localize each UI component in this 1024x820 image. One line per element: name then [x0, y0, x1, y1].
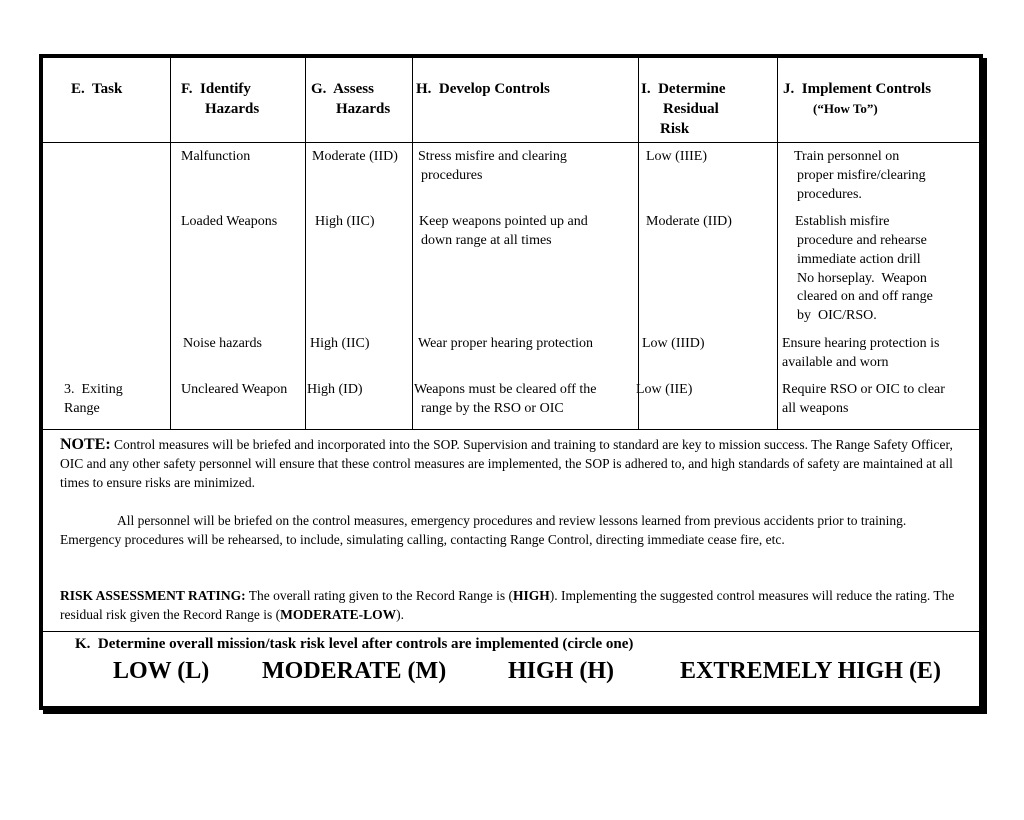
cell-task: 3. Exiting	[64, 382, 123, 397]
cell-implement: No horseplay. Weapon	[797, 271, 927, 286]
risk-level-moderate[interactable]: MODERATE (M)	[262, 658, 447, 684]
cell-controls: Stress misfire and clearing	[418, 149, 567, 164]
section-k-text: K. Determine overall mission/task risk level after controls are implemented	[75, 636, 559, 652]
cell-implement: cleared on and off range	[797, 289, 933, 304]
column-divider	[305, 58, 306, 429]
cell-implement: procedures.	[797, 187, 862, 202]
cell-implement: Require RSO or OIC to clear	[782, 382, 945, 397]
cell-controls: Wear proper hearing protection	[418, 336, 593, 351]
cell-residual: Low (IIE)	[636, 382, 693, 397]
column-divider	[777, 58, 778, 429]
risk-assessment-rating	[60, 586, 965, 624]
section-k-circle: circle one	[567, 636, 629, 652]
risk-level-low[interactable]: LOW (L)	[113, 658, 210, 684]
cell-hazard: Loaded Weapons	[181, 214, 278, 229]
header-divider	[43, 142, 979, 143]
note-bottom-divider	[43, 631, 979, 632]
cell-implement: Train personnel on	[794, 149, 900, 164]
header-residual: I. Determine	[641, 81, 726, 97]
column-divider	[638, 58, 639, 429]
rating-text: ).	[396, 607, 404, 622]
rating-text: ). Implementing the suggested control measures will reduce the rating. The residual risk given the Record Range is (	[60, 588, 955, 622]
note-text-2: All personnel will be briefed on the control measures, emergency procedures and review lessons learned from previous accidents prior to training. Emergency procedures will be rehearsed, to include, simulating calling, contacting Range Control, directing immediate cease fire, etc.	[60, 513, 907, 547]
cell-implement: Establish misfire	[795, 214, 890, 229]
header-implement-sub: (“How To”)	[813, 101, 878, 116]
header-implement: J. Implement Controls	[783, 81, 932, 97]
cell-implement: immediate action drill	[797, 252, 921, 267]
cell-controls: Weapons must be cleared off the	[414, 382, 597, 397]
column-divider	[412, 58, 413, 429]
cell-assess: High (IIC)	[315, 214, 375, 229]
cell-implement: by OIC/RSO.	[797, 308, 877, 323]
cell-controls: Keep weapons pointed up and	[419, 214, 588, 229]
risk-level-options	[113, 658, 941, 820]
risk-level-high[interactable]: HIGH (H)	[508, 658, 614, 684]
cell-assess: Moderate (IID)	[312, 149, 398, 164]
header-develop: H. Develop Controls	[416, 81, 550, 97]
note-label: NOTE:	[60, 436, 111, 453]
cell-residual: Low (IIID)	[642, 336, 705, 351]
cell-hazard: Malfunction	[181, 149, 251, 164]
section-k-label: K. Determine overall mission/task risk level after controls are implemented (circle one)	[75, 636, 634, 652]
cell-controls: procedures	[421, 168, 483, 183]
cell-implement: Ensure hearing protection is	[782, 336, 940, 351]
rating-label: RISK ASSESSMENT RATING:	[60, 588, 246, 603]
header-assess-2: Hazards	[336, 101, 391, 117]
cell-residual: Low (IIIE)	[646, 149, 708, 164]
header-residual-3: Risk	[660, 121, 690, 137]
header-identify-2: Hazards	[205, 101, 260, 117]
rating-residual: MODERATE-LOW	[280, 607, 397, 622]
risk-level-extremely-high[interactable]: EXTREMELY HIGH (E)	[680, 658, 941, 684]
note-text: Control measures will be briefed and incorporated into the SOP. Supervision and training to standard are key to mission success. The Range Safety Officer, OIC and any other safety personnel will ensure that these control measures are implemented, the SOP is adhered to, and high standards of safety are maintained at all times to ensure risks are minimized.	[60, 437, 953, 490]
cell-implement: proper misfire/clearing	[797, 168, 926, 183]
cell-implement: all weapons	[782, 401, 849, 416]
note-paragraph-1	[60, 435, 965, 492]
cell-controls: down range at all times	[421, 233, 552, 248]
risk-assessment-form	[39, 54, 983, 710]
cell-task: Range	[64, 401, 100, 416]
rating-text: The overall rating given to the Record Range is (	[248, 588, 513, 603]
cell-controls: range by the RSO or OIC	[421, 401, 564, 416]
header-residual-2: Residual	[663, 101, 719, 117]
header-assess: G. Assess	[311, 81, 374, 97]
cell-implement: available and worn	[782, 355, 889, 370]
column-divider	[170, 58, 171, 429]
header-task: E. Task	[71, 81, 123, 97]
cell-hazard: Noise hazards	[183, 336, 262, 351]
cell-implement: procedure and rehearse	[797, 233, 927, 248]
cell-assess: High (ID)	[307, 382, 363, 397]
rating-high: HIGH	[513, 588, 550, 603]
cell-hazard: Uncleared Weapon	[181, 382, 288, 397]
cell-residual: Moderate (IID)	[646, 214, 732, 229]
table-bottom-divider	[43, 429, 979, 430]
cell-assess: High (IIC)	[310, 336, 370, 351]
header-identify: F. Identify	[181, 81, 251, 97]
note-paragraph-2	[60, 511, 965, 549]
